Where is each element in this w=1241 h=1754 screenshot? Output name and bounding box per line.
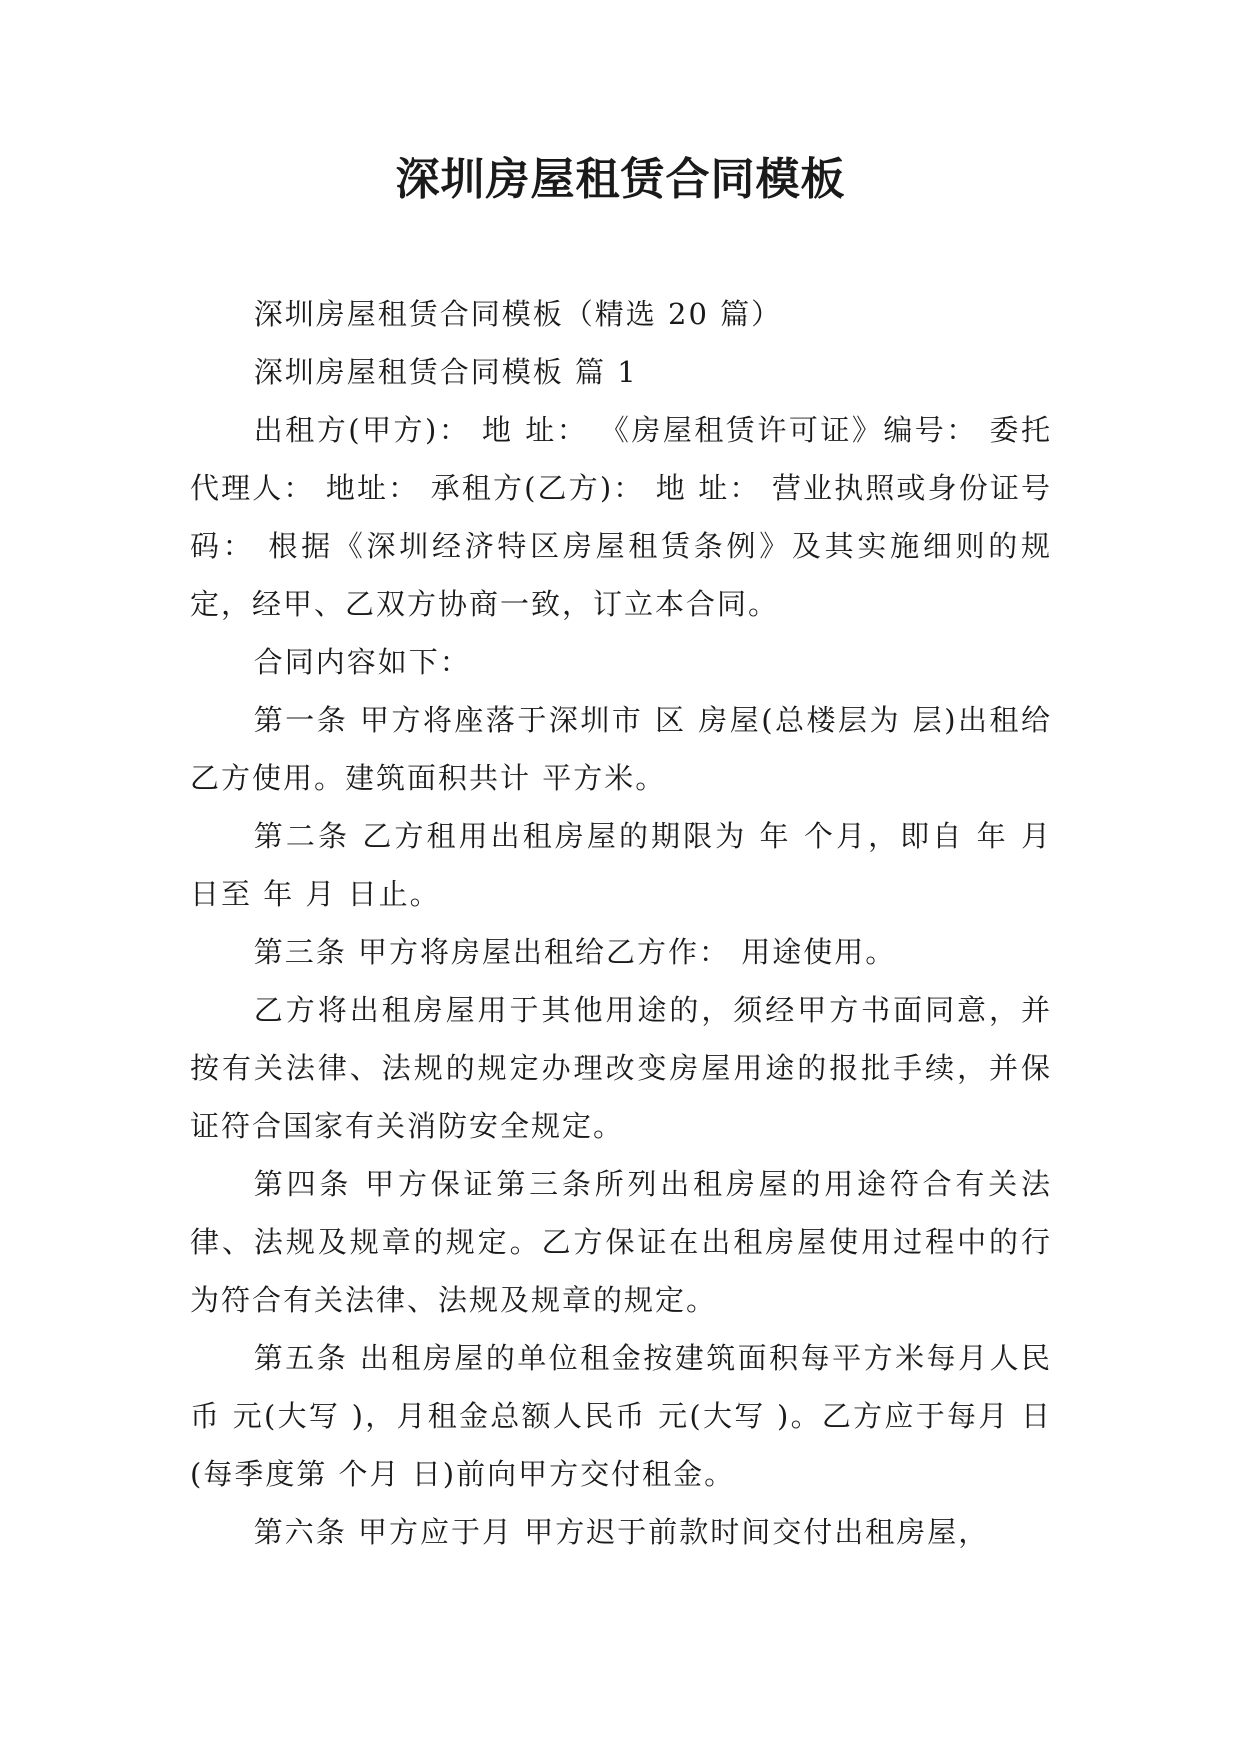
document-title: 深圳房屋租赁合同模板 [395, 154, 846, 205]
subtitle-paragraph: 深圳房屋租赁合同模板（精选 20 篇） [253, 297, 783, 331]
article-5-paragraph: 第五条 出租房屋的单位租金按建筑面积每平方米每月人民币 元(大写 )，月租金总额人民币 元(大写 )。乙方应于每月 日(每季度第 个月 日)前向甲方交付租金。 [190, 1341, 1052, 1491]
article-4-paragraph: 第四条 甲方保证第三条所列出租房屋的用途符合有关法律、法规及规章的规定。乙方保证在出租房屋使用过程中的行为符合有关法律、法规及规章的规定。 [190, 1167, 1052, 1317]
document-body [190, 285, 1052, 1561]
section-heading-paragraph: 深圳房屋租赁合同模板 篇 1 [253, 355, 638, 389]
article-1-paragraph: 第一条 甲方将座落于深圳市 区 房屋(总楼层为 层)出租给乙方使用。建筑面积共计 平方米。 [190, 703, 1052, 795]
article-3-paragraph: 第三条 甲方将房屋出租给乙方作： 用途使用。 [253, 935, 897, 969]
article-2-paragraph: 第二条 乙方租用出租房屋的期限为 年 个月，即自 年 月 日至 年 月 日止。 [190, 819, 1052, 911]
usage-change-paragraph: 乙方将出租房屋用于其他用途的，须经甲方书面同意，并按有关法律、法规的规定办理改变房屋用途的报批手续，并保证符合国家有关消防安全规定。 [190, 993, 1052, 1143]
parties-paragraph: 出租方(甲方)： 地 址： 《房屋租赁许可证》编号： 委托代理人： 地址： 承租方(乙方)： 地 址： 营业执照或身份证号码： 根据《深圳经济特区房屋租赁条例》及其实施细则的规定，经甲、乙双方协商一致，订立本合同。 [190, 413, 1052, 621]
article-6-paragraph: 第六条 甲方应于月 甲方迟于前款时间交付出租房屋， [253, 1515, 990, 1549]
contract-intro-paragraph: 合同内容如下： [253, 645, 471, 679]
